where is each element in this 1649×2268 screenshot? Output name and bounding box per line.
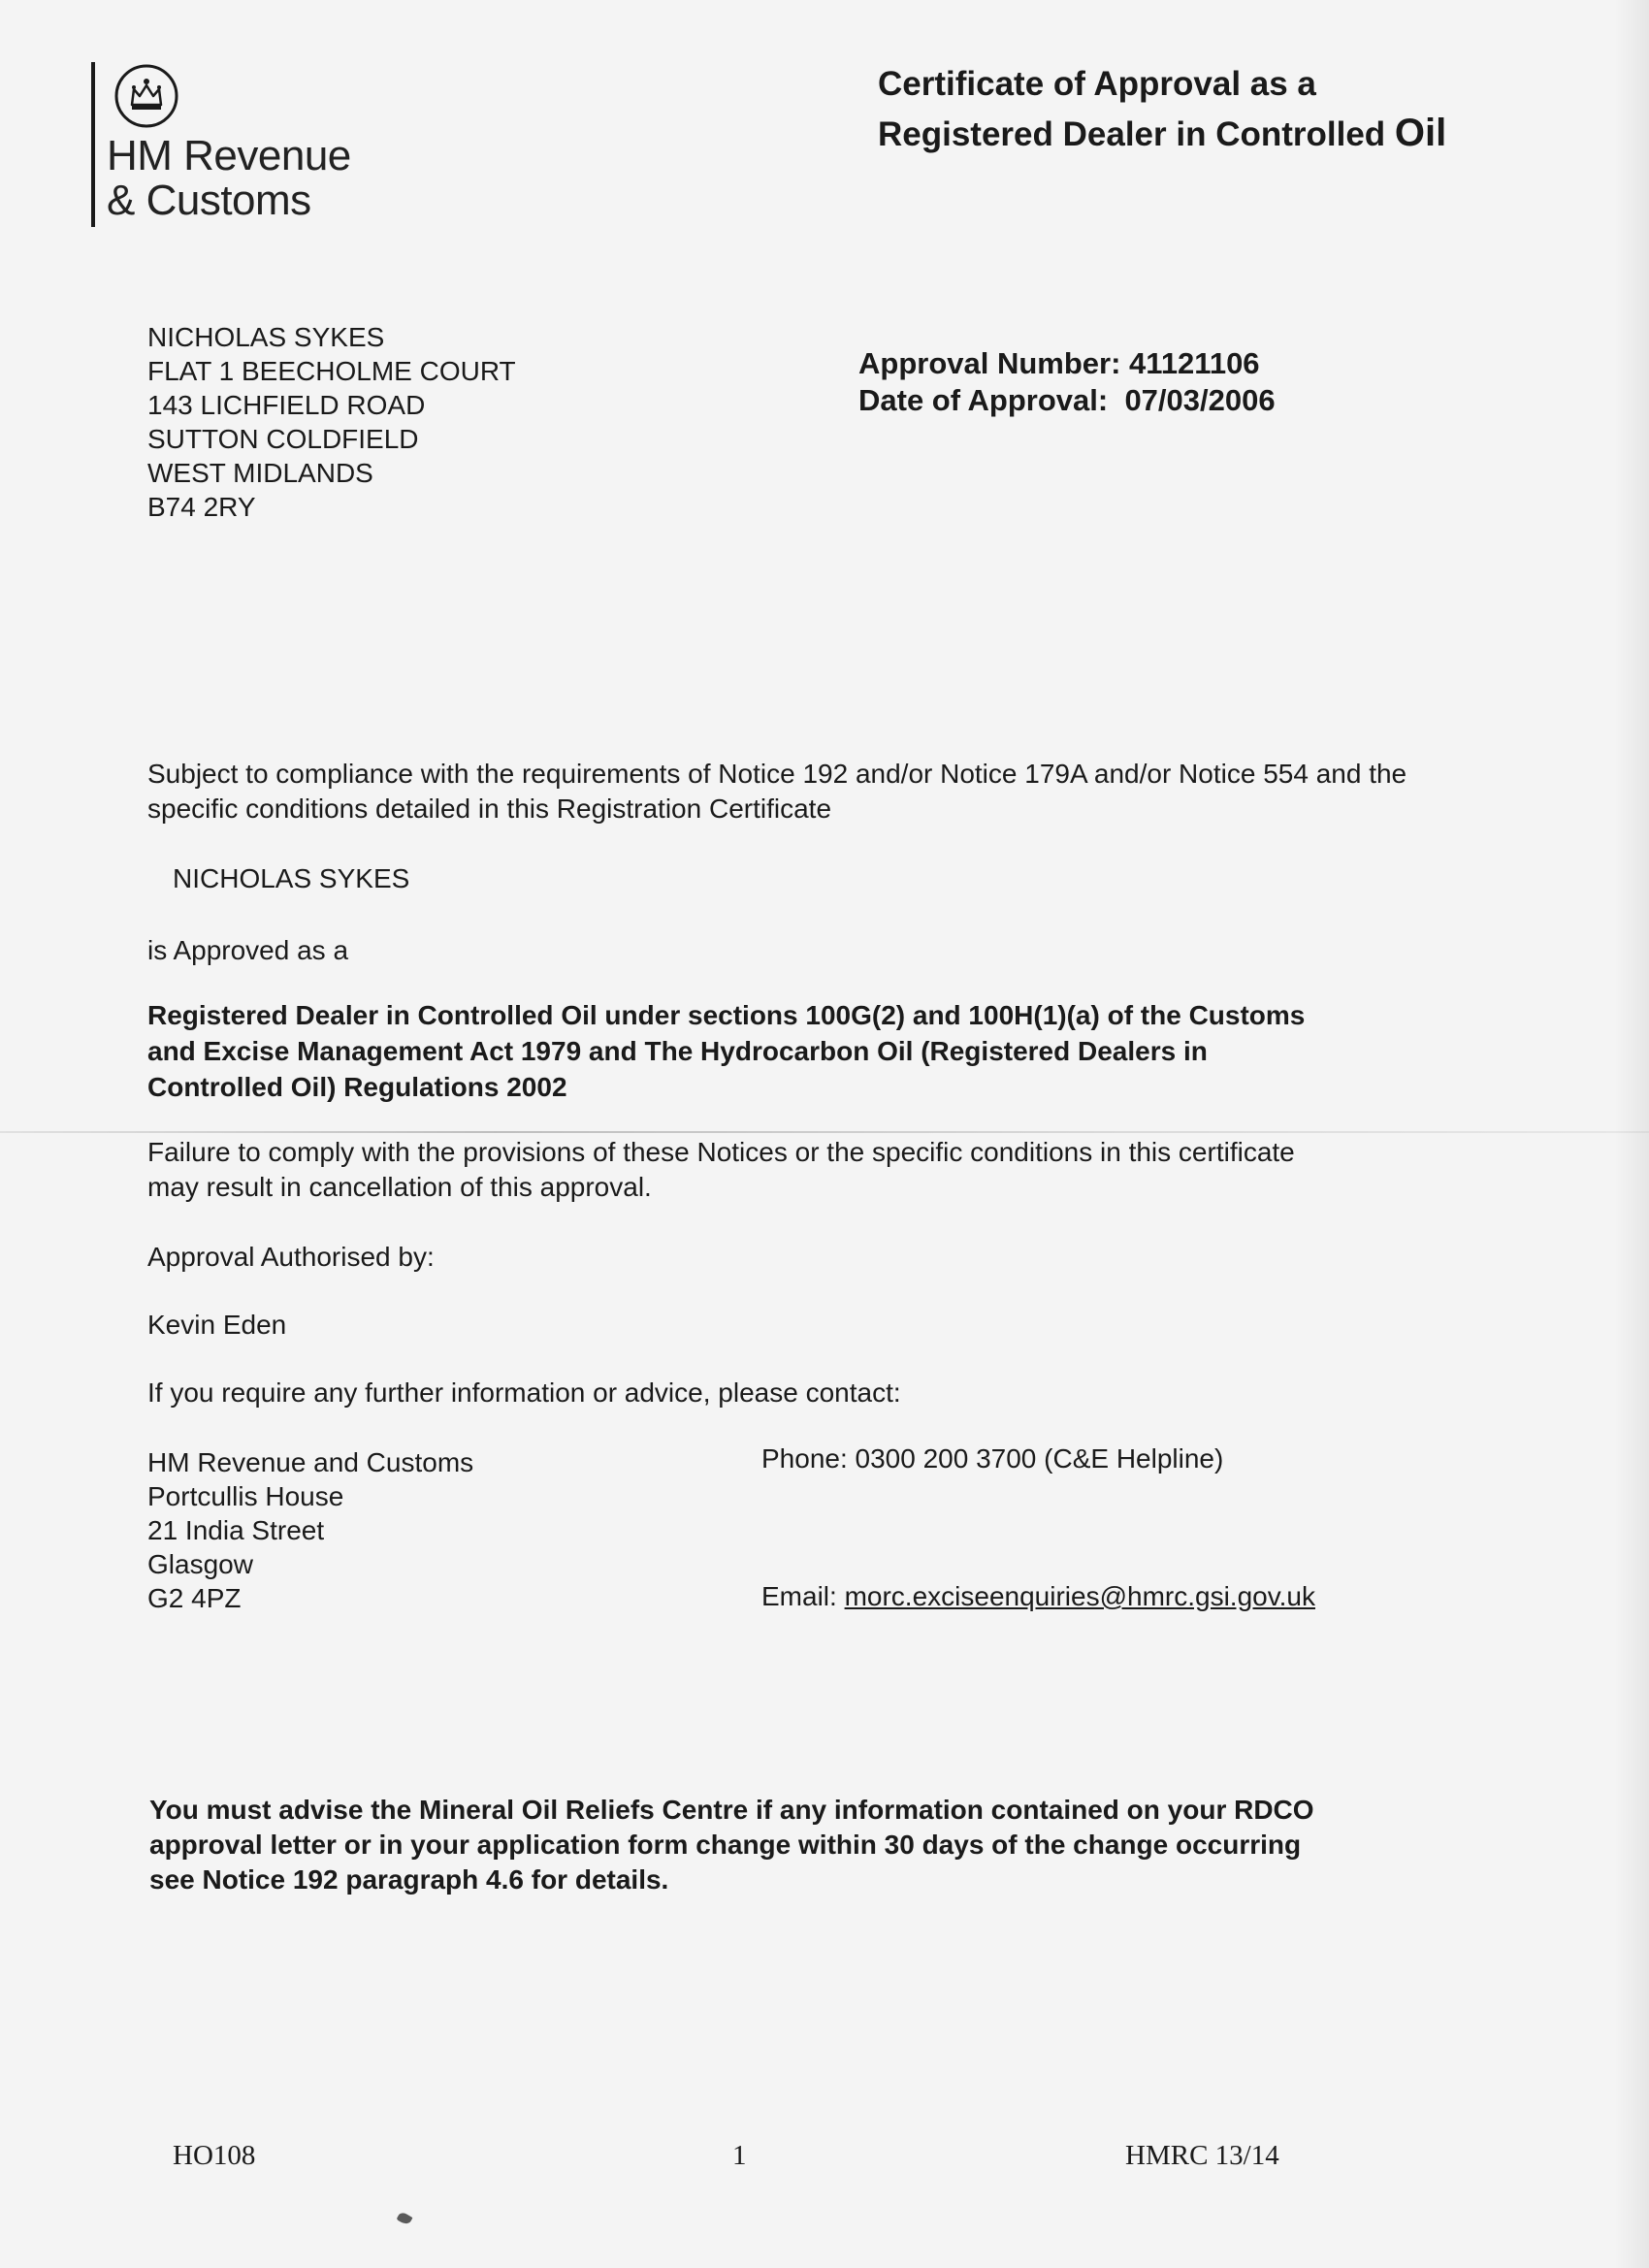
- approval-number-row: [858, 345, 1276, 382]
- legal-line: Controlled Oil) Regulations 2002: [147, 1072, 567, 1102]
- address-line: FLAT 1 BEECHOLME COURT: [147, 356, 516, 386]
- failure-line: Failure to comply with the provisions of these Notices or the specific conditions in this certificate: [147, 1137, 1295, 1167]
- contact-address-line: HM Revenue and Customs: [147, 1447, 474, 1477]
- paper-fold-line: [0, 1131, 1649, 1133]
- scan-speck: [396, 2211, 412, 2226]
- footer-page-number: 1: [732, 2140, 747, 2171]
- logo-divider: [91, 62, 95, 227]
- title-line-2-end: Oil: [1394, 112, 1447, 154]
- recipient-name: NICHOLAS SYKES: [147, 322, 385, 352]
- notice-line: see Notice 192 paragraph 4.6 for details.: [149, 1864, 669, 1895]
- contact-phone: Phone: 0300 200 3700 (C&E Helpline): [761, 1443, 1224, 1474]
- contact-address-line: Glasgow: [147, 1549, 253, 1579]
- footer-revision: HMRC 13/14: [1125, 2140, 1279, 2171]
- title-line-2: [878, 109, 1446, 159]
- address-postcode: B74 2RY: [147, 492, 256, 522]
- org-name-line-1: HM Revenue: [107, 132, 351, 179]
- recipient-address: [147, 320, 516, 524]
- authorised-by-label: Approval Authorised by:: [147, 1242, 435, 1272]
- address-line: WEST MIDLANDS: [147, 458, 373, 488]
- email-link[interactable]: morc.exciseenquiries@hmrc.gsi.gov.uk: [844, 1581, 1315, 1611]
- change-notice-paragraph: [149, 1793, 1488, 1897]
- approval-number-value: 41121106: [1129, 346, 1260, 380]
- legal-line: Registered Dealer in Controlled Oil under sections 100G(2) and 100H(1)(a) of the Customs: [147, 1000, 1306, 1030]
- approval-date-label: Date of Approval:: [858, 383, 1109, 417]
- approval-date-row: [858, 382, 1276, 419]
- notice-line: approval letter or in your application form change within 30 days of the change occurring: [149, 1830, 1302, 1860]
- compliance-paragraph: Subject to compliance with the requirements of Notice 192 and/or Notice 179A and/or Notice 554 and the specific conditions detailed in this Registration Certificate: [147, 759, 1407, 824]
- contact-address-line: Portcullis House: [147, 1481, 344, 1511]
- approval-details: [858, 345, 1276, 419]
- contact-address-line: G2 4PZ: [147, 1583, 242, 1613]
- contact-address-line: 21 India Street: [147, 1515, 325, 1545]
- email-label: Email:: [761, 1581, 845, 1611]
- approved-as-text: is Approved as a: [147, 935, 349, 965]
- approved-holder-name: NICHOLAS SYKES: [173, 863, 410, 893]
- legal-basis-paragraph: [147, 997, 1486, 1105]
- org-name-line-2: & Customs: [107, 177, 311, 224]
- address-line: 143 LICHFIELD ROAD: [147, 390, 426, 420]
- contact-email: [761, 1579, 1315, 1614]
- paper-edge-shadow: [1614, 0, 1649, 2268]
- legal-line: and Excise Management Act 1979 and The Hydrocarbon Oil (Registered Dealers in: [147, 1036, 1208, 1066]
- title-line-1: Certificate of Approval as a: [878, 65, 1316, 103]
- failure-warning-paragraph: [147, 1135, 1467, 1205]
- contact-address: [147, 1445, 473, 1615]
- notice-line: You must advise the Mineral Oil Reliefs Centre if any information contained on your RDCO: [149, 1795, 1314, 1825]
- approval-number-label: Approval Number:: [858, 346, 1121, 380]
- footer-form-code: HO108: [173, 2140, 256, 2171]
- royal-crown-crest-icon: [113, 62, 180, 130]
- organisation-name: [107, 134, 351, 223]
- failure-line: may result in cancellation of this approval.: [147, 1172, 652, 1202]
- address-line: SUTTON COLDFIELD: [147, 424, 419, 454]
- certificate-title: [878, 60, 1446, 159]
- title-line-2-text: Registered Dealer in Controlled: [878, 115, 1395, 153]
- authorised-by-name: Kevin Eden: [147, 1310, 287, 1340]
- approval-date-value: 07/03/2006: [1124, 383, 1276, 417]
- contact-intro-text: If you require any further information or advice, please contact:: [147, 1377, 901, 1408]
